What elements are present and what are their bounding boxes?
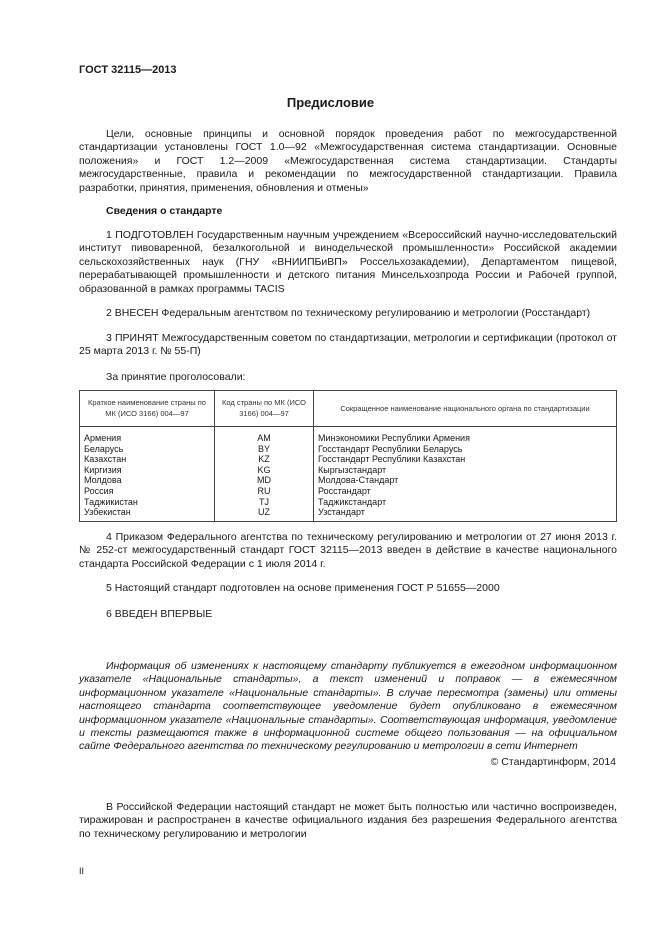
section-title: Предисловие xyxy=(286,95,375,110)
country-name: Россия xyxy=(80,486,215,497)
country-name: Беларусь xyxy=(80,444,215,455)
table-row xyxy=(80,444,617,455)
national-body: Росстандарт xyxy=(314,486,617,497)
item-1-paragraph: 1 ПОДГОТОВЛЕН Государственным научным учреждением «Всероссийский научно-исследовательский институт пивоваренной, безалкогольной и винодельческой промышленности» Российской академии сельскохозяйственных наук (ГНУ «ВНИИПБиВП» Россельхозакадемии), Департаментом пищевой, перерабатывающей промышленности и детского питания Минсельхозпрода России и Рабочей группой, образованной в рамках программы TACIS xyxy=(79,229,617,295)
header-country-name: Краткое наименование страны по МК (ИСО 3166) 004—97 xyxy=(80,391,215,427)
table-header-row xyxy=(80,391,617,427)
country-code: RU xyxy=(215,486,314,497)
voting-table xyxy=(79,390,617,522)
table-row xyxy=(80,427,617,444)
item-2-paragraph: 2 ВНЕСЕН Федеральным агентством по техническому регулированию и метрологии (Росстандарт) xyxy=(106,307,591,319)
national-body: Таджикстандарт xyxy=(314,497,617,508)
table-row xyxy=(80,497,617,508)
country-code: UZ xyxy=(215,507,314,521)
country-name: Молдова xyxy=(80,475,215,486)
vote-caption: За принятие проголосовали: xyxy=(106,371,246,383)
national-body: Кыргызстандарт xyxy=(314,465,617,476)
country-name: Киргизия xyxy=(80,465,215,476)
country-code: TJ xyxy=(215,497,314,508)
national-body: Минэкономики Республики Армения xyxy=(314,427,617,444)
national-body: Молдова-Стандарт xyxy=(314,475,617,486)
item-6-paragraph: 6 ВВЕДЕН ВПЕРВЫЕ xyxy=(106,608,213,620)
about-heading: Сведения о стандарте xyxy=(106,205,223,217)
country-code: BY xyxy=(215,444,314,455)
country-name: Узбекистан xyxy=(80,507,215,521)
header-national-body: Сокращенное наименование национального органа по стандартизации xyxy=(314,391,617,427)
table-row xyxy=(80,465,617,476)
item-3-paragraph: 3 ПРИНЯТ Межгосударственным советом по стандартизации, метрологии и сертификации (протокол от 25 марта 2013 г. № 55-П) xyxy=(79,332,617,358)
country-code: AM xyxy=(215,427,314,444)
country-name: Казахстан xyxy=(80,454,215,465)
national-body: Узстандарт xyxy=(314,507,617,521)
country-name: Армения xyxy=(80,427,215,444)
item-5-paragraph: 5 Настоящий стандарт подготовлен на основе применения ГОСТ Р 51655—2000 xyxy=(106,582,500,594)
country-code: KZ xyxy=(215,454,314,465)
info-note-paragraph: Информация об изменениях к настоящему стандарту публикуется в ежегодном информационном указателе «Национальные стандарты», а текст изменений и поправок — в ежемесячном информационном указателе «Национальные стандарты». В случае пересмотра (замены) или отмены настоящего стандарта соответствующее уведомление будет опубликовано в ежемесячном информационном указателе «Национальные стандарты». Соответствующая информация, уведомление и тексты размещаются также в информационной системе общего пользования — на официальном сайте Федерального агентства по техническому регулированию и метрологии в сети Интернет xyxy=(79,660,617,753)
item-4-paragraph: 4 Приказом Федерального агентства по техническому регулированию и метрологии от 27 июня 2013 г. № 252-ст межгосударственный стандарт ГОСТ 32115—2013 введен в действие в качестве национального стандарта Российской Федерации с 1 июля 2014 г. xyxy=(79,531,617,570)
national-body: Госстандарт Республики Беларусь xyxy=(314,444,617,455)
intro-paragraph: Цели, основные принципы и основной порядок проведения работ по межгосударственной стандартизации установлены ГОСТ 1.0—92 «Межгосударственная система стандартизации. Основные положения» и ГОСТ 1.2—2009 «Межгосударственная система стандартизации. Стандарты межгосударственные, правила и рекомендации по межгосударственной стандартизации. Правила разработки, принятия, применения, обновления и отмены» xyxy=(79,128,617,194)
document-code: ГОСТ 32115—2013 xyxy=(79,64,177,76)
country-name: Таджикистан xyxy=(80,497,215,508)
copyright-line: © Стандартинформ, 2014 xyxy=(490,756,616,768)
table-row xyxy=(80,507,617,521)
header-country-code: Код страны по МК (ИСО 3166) 004—97 xyxy=(215,391,314,427)
country-code: MD xyxy=(215,475,314,486)
table-row xyxy=(80,475,617,486)
page-number: II xyxy=(79,866,85,876)
table-row xyxy=(80,486,617,497)
national-body: Госстандарт Республики Казахстан xyxy=(314,454,617,465)
country-code: KG xyxy=(215,465,314,476)
table-row xyxy=(80,454,617,465)
rights-paragraph: В Российской Федерации настоящий стандарт не может быть полностью или частично воспроизведен, тиражирован и распространен в качестве официального издания без разрешения Федерального агентства по техническому регулированию и метрологии xyxy=(79,801,617,840)
